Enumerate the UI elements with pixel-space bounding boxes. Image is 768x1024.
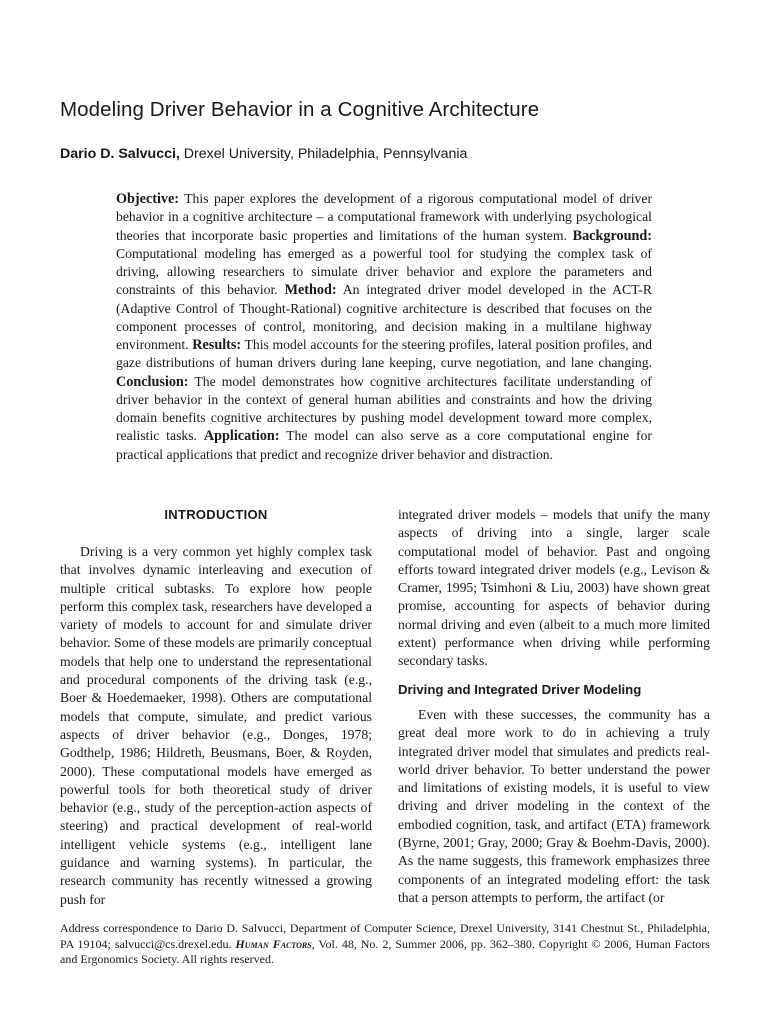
abstract-method-text: An integrated driver model developed in the ACT-R (Adaptive Control of Thought-Rational) cognitive architecture is described that focuses on the component processes of control, monitoring, and decision making in a multilane highway environment. <box>116 282 652 352</box>
left-column <box>60 506 372 909</box>
paper-title: Modeling Driver Behavior in a Cognitive Architecture <box>60 98 540 121</box>
footnote-correspondence <box>60 921 710 968</box>
abstract-background-label: Background: <box>572 227 652 244</box>
section-paragraph: Even with these successes, the community has a great deal more work to do in achieving a truly integrated driver model that simulates and predicts real-world driver behavior. To better understand the power and limitations of existing models, it is useful to view driving and driver modeling in the context of the embodied cognition, task, and artifact (ETA) framework (Byrne, 2001; Gray, 2000; Gray & Boehm-Davis, 2000). As the name suggests, this framework emphasizes three components of an integrated modeling effort: the task that a person attempts to perform, the artifact (or <box>398 706 710 905</box>
author-line <box>60 146 720 162</box>
abstract-results-text: This model accounts for the steering profiles, lateral position profiles, and gaze distributions of human drivers during lane keeping, curve negotiation, and lane changing. <box>116 337 652 371</box>
right-column <box>398 506 710 907</box>
abstract-conclusion-text: The model demonstrates how cognitive architectures facilitate understanding of driver behavior in the context of general human abilities and constraints and how the driving domain benefits cognitive architectures by pushing model development toward more complex, realistic tasks. <box>116 373 652 444</box>
abstract-objective-label: Objective: <box>116 191 180 207</box>
footnote-copyright: , Vol. 48, No. 2, Summer 2006, pp. 362–380. Copyright © 2006, Human Factors and Ergonomics Society. All rights reserved. <box>60 936 710 966</box>
abstract-application-label: Application: <box>203 428 280 445</box>
abstract-conclusion-label: Conclusion: <box>116 373 189 390</box>
introduction-paragraph-continued: integrated driver models – models that unify the many aspects of driving into a single, larger scale computational model of behavior. Past and ongoing efforts toward integrated driver models (e.g., Levison & Cramer, 1995; Tsimhoni & Liu, 2003) have shown great promise, accounting for aspects of behavior during normal driving and even (albeit to a much more limited extent) performance when driving while performing secondary tasks. <box>398 507 710 669</box>
abstract-background-text: Computational modeling has emerged as a powerful tool for studying the complex task of driving, allowing researchers to simulate driver behavior and explore the parameters and constraints of this behavior. <box>116 245 652 298</box>
introduction-heading: INTRODUCTION <box>164 507 268 522</box>
abstract-results-label: Results: <box>192 337 242 353</box>
abstract <box>116 190 652 464</box>
introduction-paragraph: Driving is a very common yet highly complex task that involves dynamic interleaving and execution of multiple critical subtasks. To explore how people perform this complex task, researchers have developed a variety of models to account for and simulate driver behavior. Some of these models are primarily conceptual models that help one to understand the representational and procedural components of the driving task (e.g., Boer & Hoedemaeker, 1998). Others are computational models that compute, simulate, and predict various aspects of driver behavior (e.g., Donges, 1978; Godthelp, 1986; Hildreth, Beusmans, Boer, & Royden, 2000). These computational models have emerged as powerful tools for both theoretical study of driver behavior (e.g., study of the perception-action aspects of steering) and practical development of real-world intelligent vehicle systems (e.g., intelligent lane guidance and warning systems). In particular, the research community has recently witnessed a growing push for <box>60 544 372 907</box>
section-heading-driving-modeling: Driving and Integrated Driver Modeling <box>398 681 642 697</box>
author-name: Dario D. Salvucci, <box>60 146 180 162</box>
abstract-objective-text: This paper explores the development of a rigorous computational model of driver behavior in a cognitive architecture – a computational framework with underlying psychological theories that incorporate basic properties and limitations of the human system. <box>116 191 652 243</box>
journal-name: Human Factors <box>235 936 312 951</box>
abstract-method-label: Method: <box>284 282 337 299</box>
abstract-application-text: The model can also serve as a core computational engine for practical applications that predict and recognize driver behavior and distraction. <box>116 428 652 462</box>
footnote-address: Address correspondence to Dario D. Salvucci, Department of Computer Science, Drexel University, 3141 Chestnut St., Philadelphia, PA 19104; salvucci@cs.drexel.edu. <box>60 921 710 951</box>
author-affiliation: Drexel University, Philadelphia, Pennsylvania <box>179 146 468 162</box>
